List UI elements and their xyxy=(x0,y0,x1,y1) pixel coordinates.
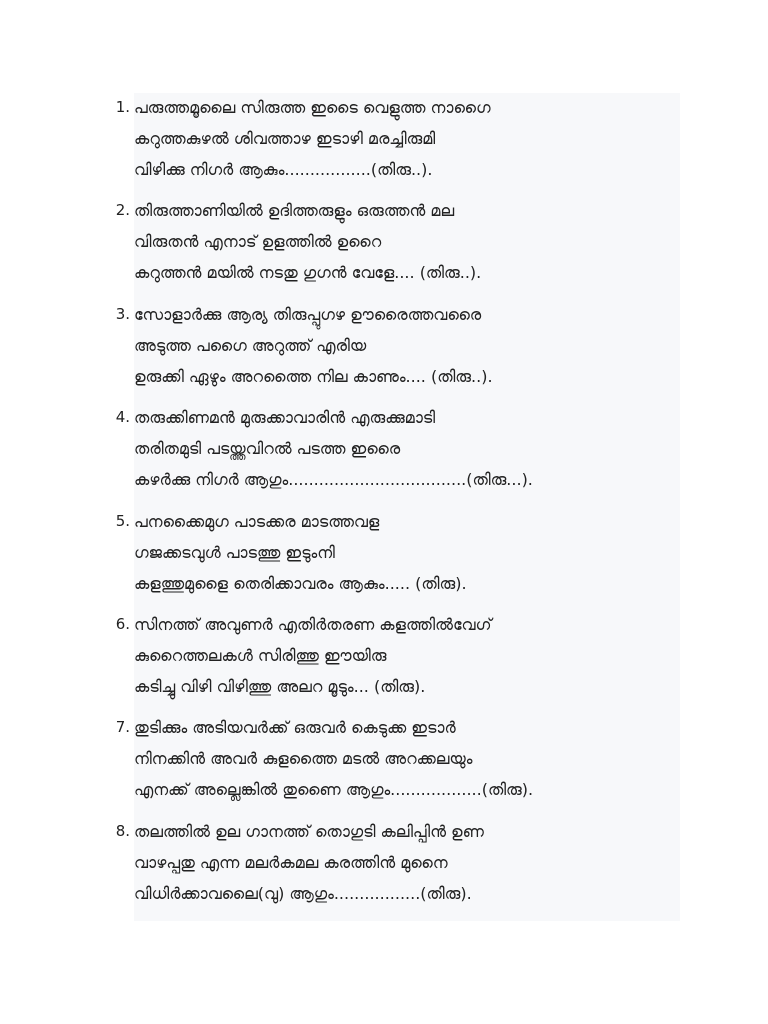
verse-line: തിരുത്താണിയിൽ ഉദിത്തരുളും ഒരുത്തൻ മല xyxy=(134,201,455,221)
verse-line: വിധിർക്കാവലൈ(വു) ആഗും.................(തിരു). xyxy=(134,883,472,903)
verse-line: എനക്ക് അല്ലെങ്കിൽ തുണൈ ആഗും..................(തിരു). xyxy=(134,780,534,800)
verse-line: വാഴപ്പതു എന്ന മലർകമല കരത്തിൻ മുനൈ xyxy=(134,852,448,872)
verse-item xyxy=(0,712,768,815)
verse-line: കഴർക്കു നിഗർ ആഗും...................................(തിരു...). xyxy=(134,470,533,490)
verse-line: വിരുതൻ എനാട് ഉളത്തിൽ ഉറൈ xyxy=(134,232,382,252)
verse-line: കടിച്ചു വിഴി വിഴിത്തു അലറ മൂടും... (തിരു). xyxy=(134,676,426,696)
verse-number: 7. xyxy=(115,718,130,737)
verse-line: സിനത്ത് അവുണർ എതിർതരണ കളത്തിൽവേഗ് xyxy=(134,614,492,634)
verse-line: വിഴിക്കു നിഗർ ആകും.................(തിരു..). xyxy=(134,160,433,179)
verse-line: പരുത്തമൂലൈ സിരുത്ത ഇടൈ വെളുത്ത നാഗൈ xyxy=(134,98,491,117)
verse-item xyxy=(0,299,768,402)
verse-number: 6. xyxy=(115,614,130,633)
verse-line: പനക്കൈമുഗ പാടക്കര മാടത്തവള xyxy=(134,511,380,531)
verse-line: കുറൈത്തലകൾ സിരിത്തു ഈയിരു xyxy=(134,645,387,665)
verse-item xyxy=(0,402,768,505)
verse-line: ഗജക്കടവുൾ പാടത്തു ഇടുംനി xyxy=(134,542,335,562)
verse-number: 5. xyxy=(115,511,130,530)
verse-number: 4. xyxy=(115,408,130,427)
verse-line: കറുത്തകുഴൽ ശിവത്താഴ ഇടാഴി മരച്ചിരുമി xyxy=(134,129,436,148)
verse-list xyxy=(0,92,768,919)
verse-line: തുടിക്കും അടിയവർക്ക് ഒരുവർ കെടുക്ക ഇടാർ xyxy=(134,718,456,738)
verse-item xyxy=(0,506,768,609)
verse-line: തലത്തിൽ ഉല ഗാനത്ത് തൊഗുടി കലിപ്പിൻ ഉണ xyxy=(134,821,484,841)
verse-item xyxy=(0,816,768,919)
verse-line: അടുത്ത പഗൈ അറുത്ത് എരിയ xyxy=(134,335,367,355)
verse-number: 3. xyxy=(115,304,130,323)
verse-line: നിനക്കിൻ അവർ കുളത്തൈ മടൽ അറക്കലയും xyxy=(134,749,473,769)
verse-line: കളത്തുമുളൈ തെരിക്കാവരം ആകും..... (തിരു). xyxy=(134,573,467,593)
verse-item xyxy=(0,92,768,195)
verse-line: തരുക്കിണമൻ മുരുക്കാവാരിൻ എരുക്കുമാടി xyxy=(134,408,436,428)
verse-number: 2. xyxy=(115,201,130,220)
verse-line: തരിതമുടി പടയ്ത്തവിറൽ പടത്ത ഇരൈ xyxy=(134,439,401,459)
verse-number: 8. xyxy=(115,821,130,840)
verse-number: 1. xyxy=(115,98,130,116)
verse-item xyxy=(0,195,768,298)
verse-line: ഉരുക്കി ഏഴും അറത്തൈ നില കാണും.... (തിരു..). xyxy=(134,366,493,386)
verse-line: സോളാർക്കു ആര്യ തിരുപ്പുഗഴ ഊരൈത്തവരൈ xyxy=(134,304,482,324)
verse-item xyxy=(0,609,768,712)
verse-line: കറുത്തൻ മയിൽ നടതു ഗുഗൻ വേളേ.... (തിരു..). xyxy=(134,263,482,283)
